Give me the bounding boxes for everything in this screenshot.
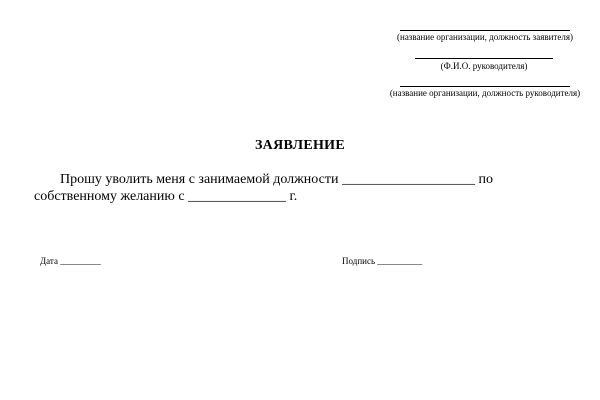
director-name-caption: (Ф.И.О. руководителя) bbox=[440, 61, 528, 71]
date-field: Дата _________ bbox=[40, 256, 101, 266]
document-title: ЗАЯВЛЕНИЕ bbox=[254, 138, 345, 153]
director-org-caption: (название организации, должность руководителя) bbox=[389, 88, 581, 98]
body-line-2: собственному желанию с ______________ г. bbox=[34, 189, 298, 204]
director-name-line bbox=[415, 58, 553, 59]
applicant-org-caption: (название организации, должность заявителя) bbox=[397, 32, 573, 42]
body-line-1: Прошу уволить меня с занимаемой должности ___________________ по bbox=[60, 172, 493, 187]
signature-field: Подпись __________ bbox=[342, 256, 423, 266]
applicant-org-line bbox=[400, 30, 570, 31]
director-org-line bbox=[400, 86, 570, 87]
